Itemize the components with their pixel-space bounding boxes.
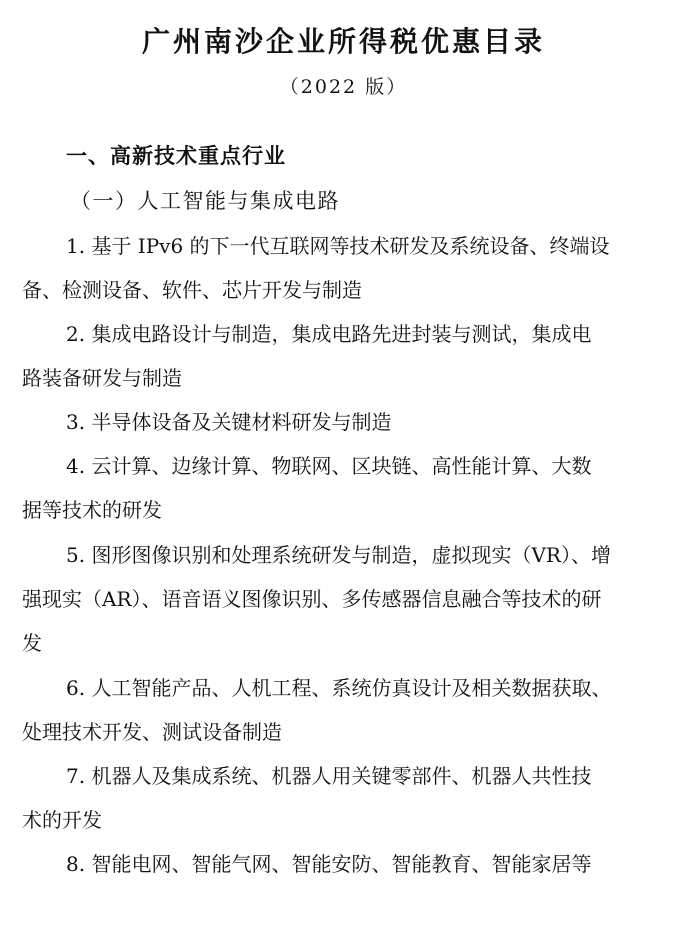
item-4-line-2: 据等技术的研发 xyxy=(22,498,162,522)
item-3-line-1: 3. 半导体设备及关键材料研发与制造 xyxy=(66,410,392,434)
item-2-line-2: 路装备研发与制造 xyxy=(22,366,182,390)
item-4-line-1: 4. 云计算、边缘计算、物联网、区块链、高性能计算、大数 xyxy=(66,454,592,478)
item-5-line-2: 强现实（AR）、语音语义图像识别、多传感器信息融合等技术的研 xyxy=(22,587,602,611)
item-1-line-1: 1. 基于 IPv6 的下一代互联网等技术研发及系统设备、终端设 xyxy=(66,234,610,258)
item-6-line-2: 处理技术开发、测试设备制造 xyxy=(22,720,282,744)
item-1-line-2: 备、检测设备、软件、芯片开发与制造 xyxy=(22,278,362,302)
document-title: 广州南沙企业所得税优惠目录 xyxy=(141,25,545,58)
item-6-line-1: 6. 人工智能产品、人机工程、系统仿真设计及相关数据获取、 xyxy=(66,676,612,700)
item-5-line-1: 5. 图形图像识别和处理系统研发与制造，虚拟现实（VR）、增 xyxy=(66,543,611,567)
item-7-line-1: 7. 机器人及集成系统、机器人用关键零部件、机器人共性技 xyxy=(66,764,592,788)
document-subtitle: （2022 版） xyxy=(279,76,408,98)
item-2-line-1: 2. 集成电路设计与制造，集成电路先进封装与测试，集成电 xyxy=(66,322,592,346)
item-8-line-1: 8. 智能电网、智能气网、智能安防、智能教育、智能家居等 xyxy=(66,852,592,876)
item-5-line-3: 发 xyxy=(22,631,42,655)
item-7-line-2: 术的开发 xyxy=(22,808,102,832)
section-heading: 一、高新技术重点行业 xyxy=(66,144,286,168)
subsection-heading: （一）人工智能与集成电路 xyxy=(70,189,340,213)
